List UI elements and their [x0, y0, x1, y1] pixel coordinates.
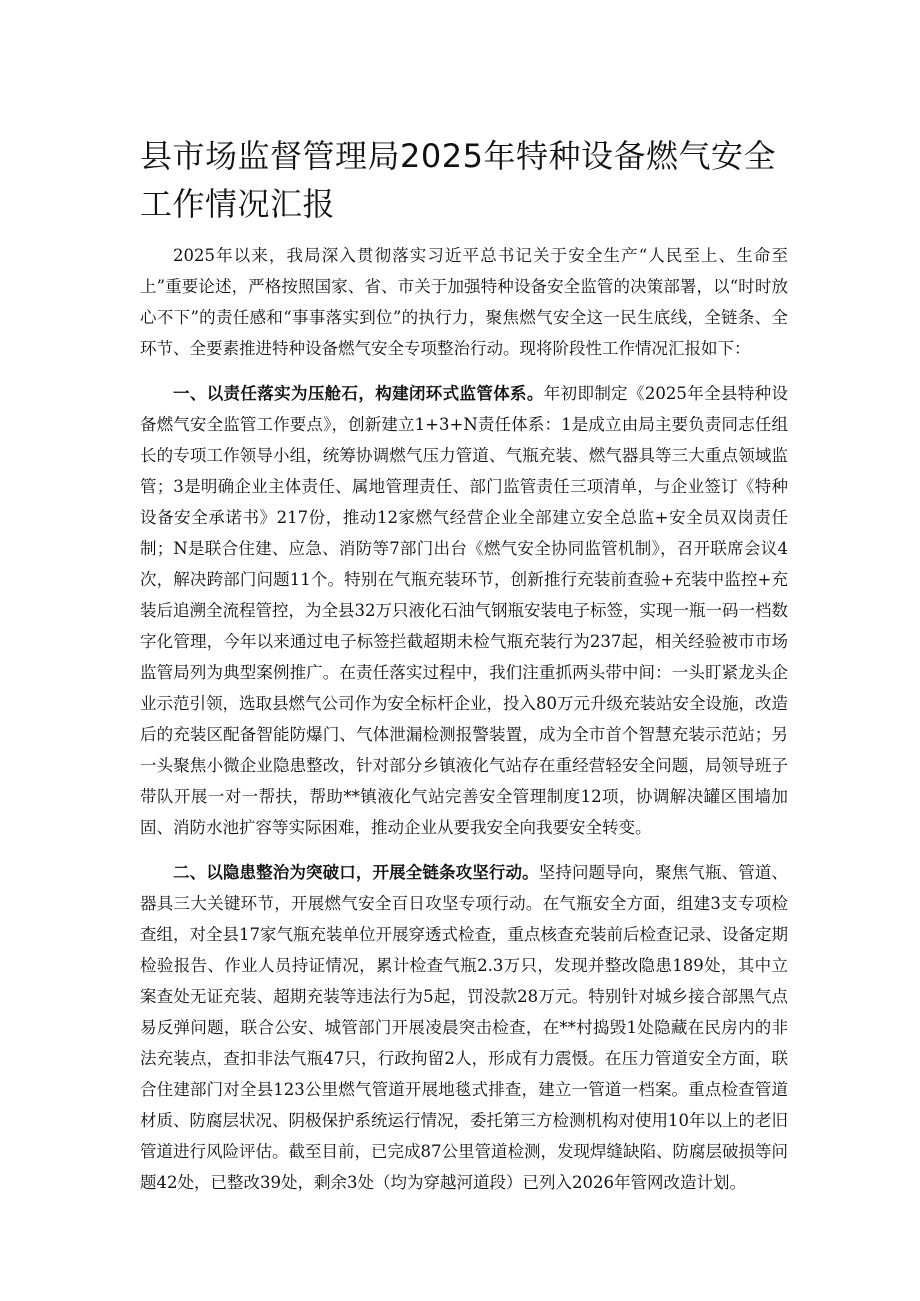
section-1-heading: 一、以责任落实为压舱石，构建闭环式监管体系。: [173, 384, 544, 403]
paragraph-text: 2025年以来，我局深入贯彻落实习近平总书记关于安全生产“人民至上、生命至上”重要论述，严格按照国家、省、市关于加强特种设备安全监管的决策部署，以“时时放心不下”的责任感和“事事落实到位”的执行力，聚焦燃气安全这一民生底线，全链条、全环节、全要素推进特种设备燃气安全专项整治行动。现将阶段性工作情况汇报如下：: [140, 246, 788, 358]
section-1-text: 年初即制定《2025年全县特种设备燃气安全监管工作要点》，创新建立1+3+N责任体系：1是成立由局主要负责同志任组长的专项工作领导小组，统筹协调燃气压力管道、气瓶充装、燃气器具等三大重点领域监管；3是明确企业主体责任、属地管理责任、部门监管责任三项清单，与企业签订《特种设备安全承诺书》217份，推动12家燃气经营企业全部建立安全总监+安全员双岗责任制；N是联合住建、应急、消防等7部门出台《燃气安全协同监管机制》，召开联席会议4次，解决跨部门问题11个。特别在气瓶充装环节，创新推行充装前查验+充装中监控+充装后追溯全流程管控，为全县32万只液化石油气钢瓶安装电子标签，实现一瓶一码一档数字化管理，今年以来通过电子标签拦截超期未检气瓶充装行为237起，相关经验被市市场监管局列为典型案例推广。在责任落实过程中，我们注重抓两头带中间：一头盯紧龙头企业示范引领，选取县燃气公司作为安全标杆企业，投入80万元升级充装站安全设施，改造后的充装区配备智能防爆门、气体泄漏检测报警装置，成为全市首个智慧充装示范站；另一头聚焦小微企业隐患整改，针对部分乡镇液化气站存在重经营轻安全问题，局领导班子带队开展一对一帮扶，帮助**镇液化气站完善安全管理制度12项，协调解决罐区围墙加固、消防水池扩容等实际困难，推动企业从要我安全向我要安全转变。: [140, 384, 788, 837]
section-1-paragraph: [140, 378, 788, 843]
section-2-text: 坚持问题导向，聚焦气瓶、管道、器具三大关键环节，开展燃气安全百日攻坚专项行动。在气瓶安全方面，组建3支专项检查组，对全县17家气瓶充装单位开展穿透式检查，重点核查充装前后检查记录、设备定期检验报告、作业人员持证情况，累计检查气瓶2.3万只，发现并整改隐患189处，其中立案查处无证充装、超期充装等违法行为5起，罚没款28万元。特别针对城乡接合部黑气点易反弹问题，联合公安、城管部门开展凌晨突击检查，在**村捣毁1处隐藏在民房内的非法充装点，查扣非法气瓶47只，行政拘留2人，形成有力震慑。在压力管道安全方面，联合住建部门对全县123公里燃气管道开展地毯式排查，建立一管道一档案。重点检查管道材质、防腐层状况、阴极保护系统运行情况，委托第三方检测机构对使用10年以上的老旧管道进行风险评估。截至目前，已完成87公里管道检测，发现焊缝缺陷、防腐层破损等问题42处，已整改39处，剩余3处（均为穿越河道段）已列入2026年管网改造计划。: [140, 863, 788, 1192]
document-title: 县市场监督管理局2025年特种设备燃气安全工作情况汇报: [140, 137, 776, 223]
document-body: [140, 240, 788, 1212]
intro-paragraph: [140, 240, 788, 364]
section-2-heading: 二、以隐患整治为突破口，开展全链条攻坚行动。: [173, 863, 539, 882]
section-2-paragraph: [140, 857, 788, 1198]
